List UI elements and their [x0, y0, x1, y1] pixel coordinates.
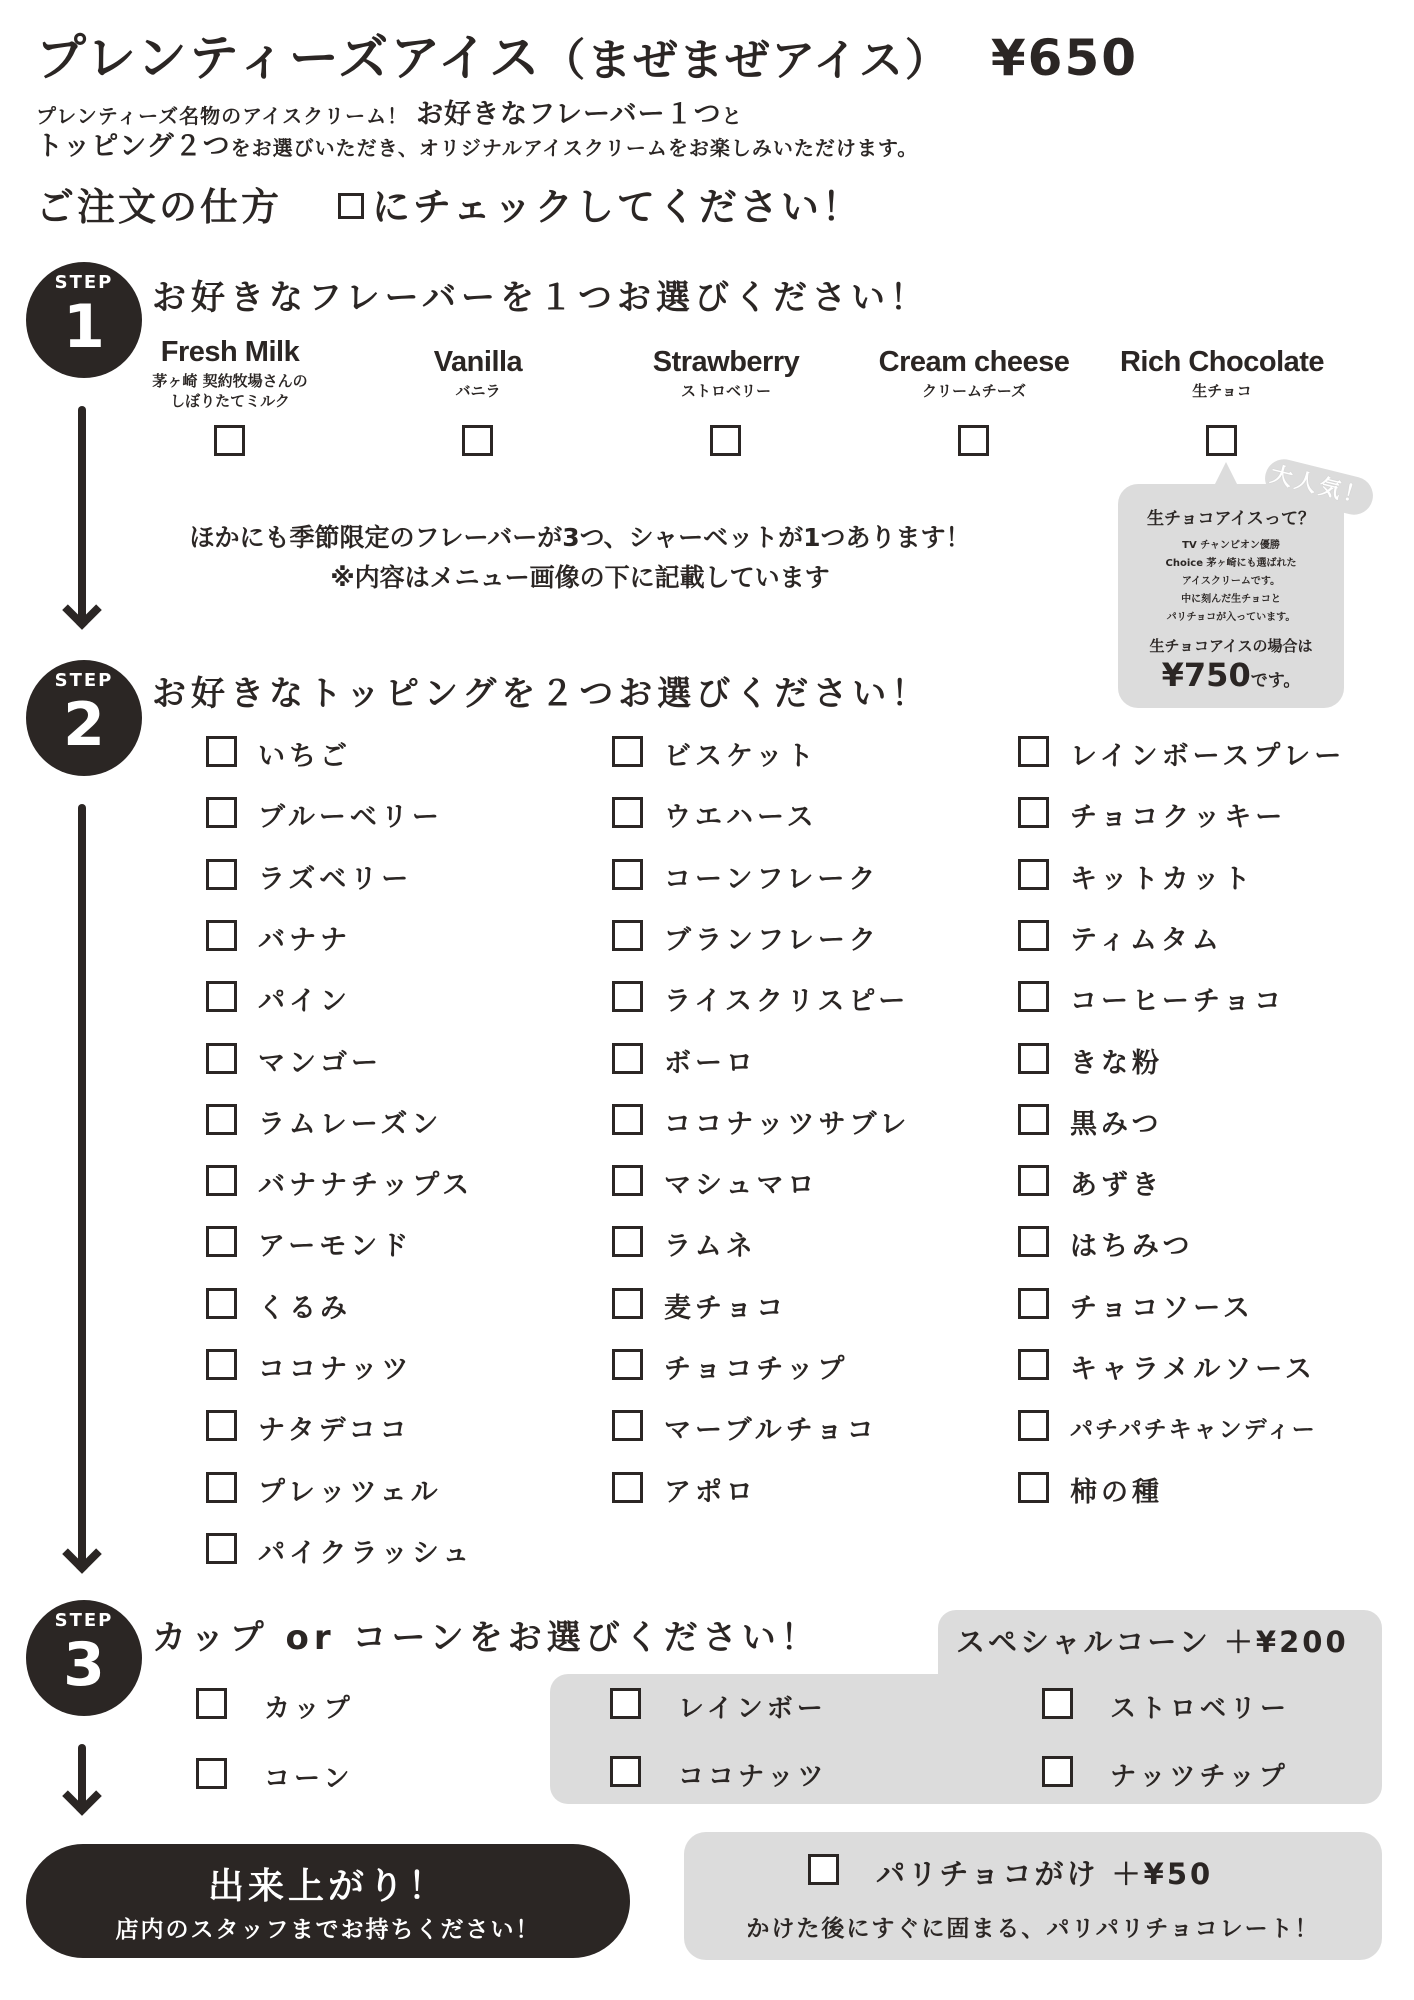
flavor-strawberry: [616, 346, 836, 401]
flavor-name-en: Fresh Milk: [160, 336, 300, 368]
topping-label: マンゴー: [258, 1048, 382, 1079]
topping-label: くるみ: [258, 1293, 351, 1324]
flavor-name-jp: 茅ヶ崎 契約牧場さんの しぼりたてミルク: [152, 372, 308, 411]
topping-label: コーヒーチョコ: [1070, 986, 1286, 1017]
topping-checkbox[interactable]: [1018, 797, 1049, 828]
option-label: コーン: [264, 1764, 354, 1794]
topping-checkbox[interactable]: [1018, 1472, 1049, 1503]
topping-label: きな粉: [1070, 1048, 1163, 1079]
step2-badge: [26, 660, 142, 776]
topping-checkbox[interactable]: [612, 1165, 643, 1196]
step2-arrow-line: [78, 804, 86, 1564]
topping-checkbox[interactable]: [1018, 1349, 1049, 1380]
intro-emphasis: お好きなフレーバー１つ: [416, 99, 722, 130]
arrow-down-icon: [62, 590, 102, 630]
topping-checkbox[interactable]: [1018, 1165, 1049, 1196]
topping-label: いちご: [258, 741, 351, 772]
howto-check-text: にチェックしてください！: [372, 185, 863, 229]
flavor-name-jp: クリームチーズ: [922, 382, 1026, 400]
topping-checkbox[interactable]: [206, 1165, 237, 1196]
topping-label: ナタデココ: [258, 1415, 411, 1446]
flavor-name-en: Vanilla: [433, 346, 523, 378]
howto-label: ご注文の仕方: [36, 185, 283, 229]
topping-checkbox[interactable]: [1018, 859, 1049, 890]
topping-label: 柿の種: [1070, 1477, 1163, 1508]
topping-label: チョコチップ: [664, 1354, 849, 1385]
topping-checkbox[interactable]: [1018, 1226, 1049, 1257]
checkbox-pari-choco[interactable]: [808, 1854, 839, 1885]
topping-checkbox[interactable]: [1018, 736, 1049, 767]
topping-label: マシュマロ: [664, 1170, 819, 1201]
topping-checkbox[interactable]: [612, 1349, 643, 1380]
base-price: ¥650: [990, 29, 1139, 87]
topping-checkbox[interactable]: [612, 1226, 643, 1257]
callout-desc-line: TV チャンピオン優勝: [1182, 540, 1280, 551]
checkbox-icon: [338, 193, 364, 219]
topping-label: パチパチキャンディー: [1070, 1417, 1317, 1443]
callout-price: [1118, 656, 1344, 694]
topping-label: マーブルチョコ: [664, 1415, 878, 1446]
option-label: レインボー: [678, 1694, 827, 1724]
callout-desc-line: アイスクリームです。: [1181, 576, 1281, 587]
topping-label: キャラメルソース: [1070, 1354, 1316, 1385]
rich-chocolate-callout: [1118, 462, 1371, 708]
step1-heading: お好きなフレーバーを１つお選びください！: [152, 278, 929, 318]
topping-label: ココナッツ: [258, 1354, 413, 1385]
topping-label: ライスクリスピー: [664, 986, 910, 1017]
callout-tail: [1214, 462, 1238, 486]
flavor-note-line-2: ※内容はメニュー画像の下に記載しています: [330, 563, 830, 592]
option-label: カップ: [264, 1694, 354, 1724]
topping-checkbox[interactable]: [206, 1349, 237, 1380]
step-number: 3: [63, 1630, 105, 1700]
topping-label: ココナッツサブレ: [664, 1109, 911, 1140]
topping-label: パイン: [258, 986, 351, 1017]
topping-checkbox[interactable]: [1018, 1410, 1049, 1441]
topping-label: チョコソース: [1070, 1293, 1254, 1324]
topping-label: ブランフレーク: [664, 925, 880, 956]
step-label: STEP: [54, 670, 114, 691]
step-label: STEP: [54, 1610, 114, 1631]
checkbox-cup[interactable]: [196, 1688, 227, 1719]
topping-checkbox[interactable]: [612, 736, 643, 767]
callout-description: [1118, 537, 1344, 627]
flavor-name-jp: 生チョコ: [1192, 382, 1252, 400]
intro-text: プレンティーズ名物のアイスクリーム！: [36, 104, 409, 128]
checkbox-vanilla[interactable]: [462, 425, 493, 456]
topping-checkbox[interactable]: [612, 1288, 643, 1319]
option-label: ストロベリー: [1110, 1694, 1291, 1724]
topping-label: 黒みつ: [1070, 1109, 1163, 1140]
topping-checkbox[interactable]: [206, 797, 237, 828]
checkbox-rainbow[interactable]: [610, 1688, 641, 1719]
checkbox-strawberry[interactable]: [710, 425, 741, 456]
checkbox-nut-chip[interactable]: [1042, 1756, 1073, 1787]
topping-checkbox[interactable]: [612, 920, 643, 951]
pari-choco-description: かけた後にすぐに固まる、パリパリチョコレート！: [746, 1916, 1320, 1942]
flavor-name-jp: バニラ: [455, 382, 501, 400]
intro-line-2: [36, 124, 918, 163]
topping-label: ブルーベリー: [258, 802, 443, 833]
topping-checkbox[interactable]: [206, 1472, 237, 1503]
topping-checkbox[interactable]: [206, 1043, 237, 1074]
step3-heading: カップ or コーンをお選びください！: [152, 1618, 820, 1658]
arrow-down-icon: [62, 1534, 102, 1574]
page-title: [36, 18, 1138, 90]
topping-label: レインボースプレー: [1070, 741, 1346, 772]
topping-checkbox[interactable]: [1018, 981, 1049, 1012]
topping-checkbox[interactable]: [206, 1288, 237, 1319]
callout-note: 生チョコアイスの場合は: [1149, 637, 1313, 655]
topping-checkbox[interactable]: [1018, 1043, 1049, 1074]
topping-checkbox[interactable]: [1018, 1104, 1049, 1135]
topping-label: アポロ: [664, 1477, 757, 1508]
step3-badge: [26, 1600, 142, 1716]
topping-checkbox[interactable]: [206, 1226, 237, 1257]
checkbox-strawberry-cone[interactable]: [1042, 1688, 1073, 1719]
step1-arrow-line: [78, 406, 86, 620]
checkbox-fresh-milk[interactable]: [214, 425, 245, 456]
flavor-fresh-milk: [120, 336, 340, 412]
topping-checkbox[interactable]: [612, 981, 643, 1012]
pari-choco-label: パリチョコがけ ＋¥50: [876, 1857, 1214, 1891]
title-paren: （まぜまぜアイス）: [541, 35, 951, 86]
topping-label: パイクラッシュ: [258, 1538, 474, 1569]
done-banner: [26, 1844, 630, 1958]
title-main: プレンティーズアイス: [36, 29, 542, 87]
flavor-note: [100, 518, 1060, 598]
topping-label: ウエハース: [664, 802, 818, 833]
topping-label: キットカット: [1070, 864, 1255, 895]
topping-checkbox[interactable]: [206, 736, 237, 767]
price-suffix: です。: [1250, 671, 1301, 691]
topping-label: ラムレーズン: [258, 1109, 443, 1140]
topping-checkbox[interactable]: [612, 1472, 643, 1503]
flavor-cream-cheese: [864, 346, 1084, 401]
pari-choco-option[interactable]: [684, 1832, 1382, 1960]
topping-checkbox[interactable]: [206, 1410, 237, 1441]
topping-checkbox[interactable]: [612, 1410, 643, 1441]
topping-label: ラズベリー: [258, 864, 413, 895]
flavor-name-jp: ストロベリー: [680, 382, 771, 400]
intro-text-2: をお選びいただき、オリジナルアイスクリームをお楽しみいただけます。: [230, 136, 919, 160]
topping-label: ボーロ: [664, 1048, 757, 1079]
callout-title: 生チョコアイスって？: [1147, 509, 1315, 529]
done-subtitle: 店内のスタッフまでお持ちください！: [115, 1917, 541, 1943]
topping-checkbox[interactable]: [612, 1104, 643, 1135]
topping-checkbox[interactable]: [206, 981, 237, 1012]
topping-checkbox[interactable]: [206, 1533, 237, 1564]
topping-label: バナナ: [258, 925, 351, 956]
topping-checkbox[interactable]: [612, 859, 643, 890]
checkbox-coconut-cone[interactable]: [610, 1756, 641, 1787]
topping-label: バナナチップス: [258, 1170, 474, 1201]
intro-emphasis-2: トッピング２つ: [36, 131, 231, 162]
callout-desc-line: Choice 茅ヶ崎にも選ばれた: [1165, 558, 1297, 569]
flavor-name-en: Cream cheese: [878, 346, 1070, 378]
topping-label: ビスケット: [664, 741, 818, 772]
topping-label: コーンフレーク: [664, 864, 880, 895]
arrow-down-icon: [62, 1776, 102, 1816]
flavor-name-en: Strawberry: [652, 346, 800, 378]
rich-chocolate-price: ¥750: [1161, 656, 1251, 694]
flavor-vanilla: [368, 346, 588, 401]
checkbox-cone[interactable]: [196, 1758, 227, 1789]
topping-checkbox[interactable]: [206, 920, 237, 951]
checkbox-cream-cheese[interactable]: [958, 425, 989, 456]
option-label: ナッツチップ: [1110, 1762, 1289, 1792]
topping-label: プレッツェル: [258, 1477, 442, 1508]
topping-checkbox[interactable]: [1018, 920, 1049, 951]
topping-checkbox[interactable]: [1018, 1288, 1049, 1319]
topping-label: ラムネ: [664, 1231, 757, 1262]
howto: [36, 176, 863, 231]
flavor-note-line-1: ほかにも季節限定のフレーバーが3つ、シャーベットが1つあります！: [189, 523, 971, 552]
topping-label: チョコクッキー: [1070, 802, 1287, 833]
topping-checkbox[interactable]: [206, 1104, 237, 1135]
step-number: 1: [63, 292, 105, 362]
popular-badge: 大人気！: [1261, 455, 1377, 518]
topping-label: アーモンド: [258, 1231, 413, 1262]
topping-checkbox[interactable]: [206, 859, 237, 890]
topping-checkbox[interactable]: [612, 797, 643, 828]
step-number: 2: [63, 690, 105, 760]
callout-desc-line: 中に刻んだ生チョコと: [1181, 594, 1281, 605]
special-cone-title: スペシャルコーン ＋¥200: [956, 1625, 1349, 1659]
topping-label: ティムタム: [1070, 925, 1223, 956]
flavor-rich-chocolate: [1112, 346, 1332, 401]
step2-heading: お好きなトッピングを２つお選びください！: [152, 674, 931, 714]
intro-text-tail: と: [721, 104, 743, 128]
callout-desc-line: パリチョコが入っています。: [1166, 612, 1296, 623]
topping-label: 麦チョコ: [664, 1293, 788, 1324]
step-label: STEP: [54, 272, 114, 293]
topping-label: あずき: [1070, 1170, 1163, 1201]
option-label: ココナッツ: [678, 1762, 828, 1792]
topping-checkbox[interactable]: [612, 1043, 643, 1074]
checkbox-rich-chocolate[interactable]: [1206, 425, 1237, 456]
done-title: 出来上がり！: [207, 1866, 448, 1907]
topping-label: はちみつ: [1070, 1231, 1194, 1262]
flavor-name-en: Rich Chocolate: [1119, 346, 1325, 378]
